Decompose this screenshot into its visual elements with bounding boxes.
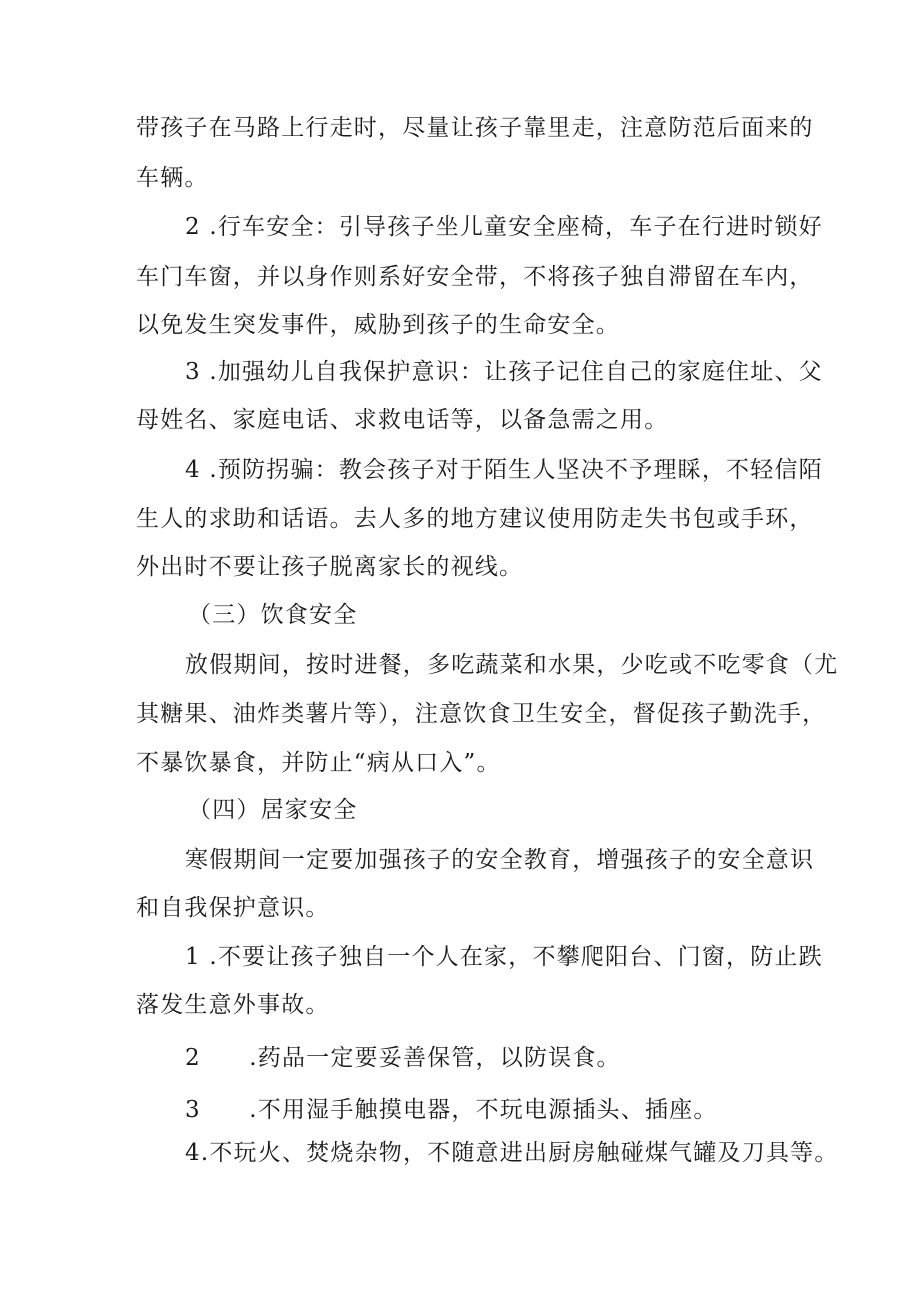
list-item-line: 2 .行车安全：引导孩子坐儿童安全座椅，车子在行进时锁好 <box>185 214 823 240</box>
paragraph-line: 母姓名、家庭电话、求救电话等，以备急需之用。 <box>136 407 669 433</box>
paragraph-line: 其糖果、油炸类薯片等），注意饮食卫生安全，督促孩子勤洗手， <box>136 701 827 727</box>
paragraph-line: 不暴饮暴食，并防止“病从口入”。 <box>136 750 501 776</box>
paragraph-line: 带孩子在马路上行走时，尽量让孩子靠里走，注意防范后面来的 <box>136 115 814 141</box>
list-item-line: 1 .不要让孩子独自一个人在家，不攀爬阳台、门窗，防止跌 <box>185 944 823 970</box>
section-heading: （三）饮食安全 <box>188 602 358 628</box>
paragraph-line: 以免发生突发事件，威胁到孩子的生命安全。 <box>136 312 620 338</box>
list-item-line: 4 .预防拐骗：教会孩子对于陌生人坚决不予理睬，不轻信陌 <box>185 457 823 483</box>
paragraph-line: 车辆。 <box>136 165 209 191</box>
paragraph-line: 落发生意外事故。 <box>136 992 330 1018</box>
paragraph-line: 寒假期间一定要加强孩子的安全教育，增强孩子的安全意识 <box>185 847 815 873</box>
list-item-line: 3 .加强幼儿自我保护意识：让孩子记住自己的家庭住址、父 <box>185 359 823 385</box>
paragraph-line: 放假期间，按时进餐，多吃蔬菜和水果，少吃或不吃零食（尤 <box>185 652 839 678</box>
paragraph-line: 和自我保护意识。 <box>136 895 330 921</box>
paragraph-line: 外出时不要让孩子脱离家长的视线。 <box>136 554 524 580</box>
list-item-line: 3 .不用湿手触摸电器，不玩电源插头、插座。 <box>185 1097 718 1123</box>
list-item-line: 4.不玩火、焚烧杂物，不随意进出厨房触碰煤气罐及刀具等。 <box>185 1140 839 1166</box>
paragraph-line: 车门车窗，并以身作则系好安全带，不将孩子独自滞留在车内， <box>136 264 814 290</box>
section-heading: （四）居家安全 <box>188 797 358 823</box>
list-item-line: 2 .药品一定要妥善保管，以防误食。 <box>185 1045 621 1071</box>
paragraph-line: 生人的求助和话语。去人多的地方建议使用防走失书包或手环， <box>136 506 814 532</box>
